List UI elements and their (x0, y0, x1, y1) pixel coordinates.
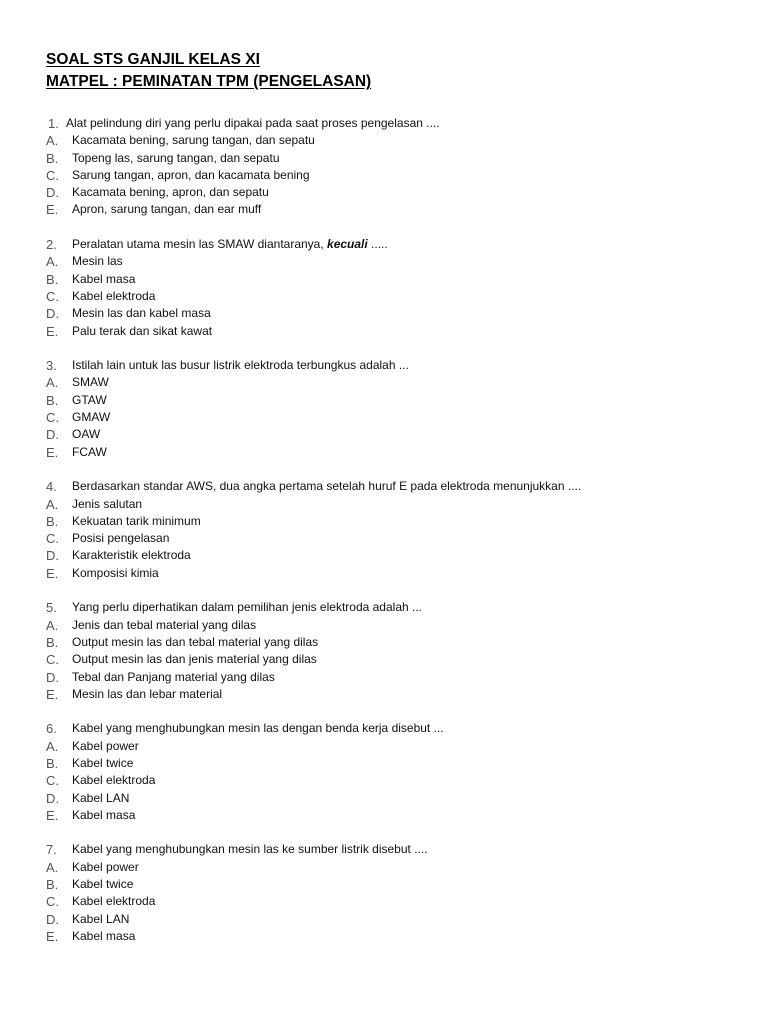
option-letter: C. (46, 652, 59, 668)
option-text: Sarung tangan, apron, dan kacamata bening (72, 167, 310, 182)
question-text (72, 236, 388, 253)
option-letter: A. (46, 617, 59, 633)
question-6 (0, 720, 768, 824)
option-text: Apron, sarung tangan, dan ear muff (72, 202, 262, 217)
option-text: Jenis salutan (72, 496, 143, 511)
option-text: Kabel LAN (72, 790, 130, 805)
option-letter: A. (46, 859, 59, 875)
option-letter: A. (46, 375, 59, 391)
option-text: Kekuatan tarik minimum (72, 513, 201, 528)
question-text-before: Peralatan utama mesin las SMAW diantaranya, (72, 237, 328, 252)
question-list (0, 115, 768, 963)
option-letter: D. (46, 185, 59, 201)
option-text: Output mesin las dan jenis material yang dilas (72, 652, 317, 667)
option (0, 288, 768, 305)
option (0, 859, 768, 876)
option-text: Palu terak dan sikat kawat (72, 323, 213, 338)
option-text: OAW (72, 427, 101, 442)
option-text: Tebal dan Panjang material yang dilas (72, 669, 275, 684)
option-text: Kabel masa (72, 271, 136, 286)
question-text: Istilah lain untuk las busur listrik elektroda terbungkus adalah ... (72, 358, 409, 373)
option (0, 738, 768, 755)
question-number: 1. (48, 116, 59, 131)
option (0, 893, 768, 910)
question-number: 7. (46, 842, 57, 858)
option-letter: C. (46, 773, 59, 789)
option (0, 565, 768, 582)
option-text: Kacamata bening, apron, dan sepatu (72, 185, 269, 200)
option-letter: A. (46, 133, 59, 149)
option (0, 876, 768, 893)
question-emphasis: kecuali (327, 237, 368, 252)
option-text: Kabel masa (72, 928, 136, 943)
option (0, 426, 768, 443)
question-number: 5. (46, 600, 57, 616)
option (0, 409, 768, 426)
document-subtitle: MATPEL : PEMINATAN TPM (PENGELASAN) (46, 73, 372, 90)
option-text: Kabel power (72, 738, 139, 753)
option-text: Mesin las (72, 254, 123, 269)
option-text: Kabel elektroda (72, 773, 156, 788)
option-letter: C. (46, 167, 59, 183)
option (0, 686, 768, 703)
option (0, 928, 768, 945)
option-text: Topeng las, sarung tangan, dan sepatu (72, 150, 280, 165)
option (0, 392, 768, 409)
option-letter: E. (46, 807, 59, 823)
option (0, 444, 768, 461)
question-5 (0, 599, 768, 703)
option-letter: B. (46, 513, 59, 529)
option (0, 201, 768, 218)
question-text: Alat pelindung diri yang perlu dipakai pada saat proses pengelasan .... (66, 116, 440, 130)
option-letter: B. (46, 755, 59, 771)
option-letter: C. (46, 894, 59, 910)
option-letter: D. (46, 548, 59, 564)
option (0, 530, 768, 547)
option-letter: E. (46, 565, 59, 581)
option-letter: C. (46, 531, 59, 547)
option (0, 547, 768, 564)
option-letter: B. (46, 150, 59, 166)
option (0, 513, 768, 530)
option-letter: D. (46, 790, 59, 806)
question-text: Kabel yang menghubungkan mesin las dengan benda kerja disebut ... (72, 721, 444, 736)
option (0, 374, 768, 391)
option (0, 634, 768, 651)
option (0, 807, 768, 824)
option (0, 167, 768, 184)
option-letter: B. (46, 392, 59, 408)
option (0, 651, 768, 668)
option (0, 911, 768, 928)
question-3 (0, 357, 768, 461)
option-text: Kabel elektroda (72, 894, 156, 909)
option-letter: E. (46, 202, 59, 218)
option (0, 132, 768, 149)
option-text: GMAW (72, 410, 111, 425)
option-letter: D. (46, 669, 59, 685)
option-letter: C. (46, 410, 59, 426)
option-letter: E. (46, 928, 59, 944)
question-4 (0, 478, 768, 582)
option-text: Output mesin las dan tebal material yang dilas (72, 634, 319, 649)
option (0, 669, 768, 686)
option-text: GTAW (72, 392, 107, 407)
option (0, 790, 768, 807)
question-number: 6. (46, 721, 57, 737)
option-text: Jenis dan tebal material yang dilas (72, 617, 257, 632)
question-text: Yang perlu diperhatikan dalam pemilihan jenis elektroda adalah ... (72, 600, 422, 615)
option (0, 772, 768, 789)
option-text: Kabel masa (72, 807, 136, 822)
option-letter: E. (46, 323, 59, 339)
question-1 (0, 115, 768, 219)
question-7 (0, 841, 768, 945)
option-text: Kabel twice (72, 755, 134, 770)
option-letter: B. (46, 634, 59, 650)
question-number: 3. (46, 358, 57, 374)
option-text: Kabel LAN (72, 911, 130, 926)
option-text: Posisi pengelasan (72, 531, 170, 546)
option-text: Kacamata bening, sarung tangan, dan sepatu (72, 133, 315, 148)
option-text: SMAW (72, 375, 109, 390)
option-letter: A. (46, 254, 59, 270)
option-text: Karakteristik elektroda (72, 548, 191, 563)
option-text: Mesin las dan kabel masa (72, 306, 211, 321)
option (0, 755, 768, 772)
question-text: Kabel yang menghubungkan mesin las ke sumber listrik disebut .... (72, 842, 428, 857)
option (0, 271, 768, 288)
option-text: Kabel elektroda (72, 288, 156, 303)
option-letter: D. (46, 911, 59, 927)
option (0, 617, 768, 634)
option-letter: A. (46, 496, 59, 512)
option-text: Kabel power (72, 859, 139, 874)
option-letter: E. (46, 444, 59, 460)
option-letter: D. (46, 427, 59, 443)
option-letter: B. (46, 271, 59, 287)
option (0, 150, 768, 167)
question-text-after: ..... (367, 237, 388, 252)
option (0, 253, 768, 270)
option-text: Komposisi kimia (72, 565, 159, 580)
option-text: FCAW (72, 444, 107, 459)
option-letter: A. (46, 738, 59, 754)
question-text: Berdasarkan standar AWS, dua angka pertama setelah huruf E pada elektroda menunjukkan .... (72, 479, 582, 494)
question-number: 2. (46, 237, 57, 253)
option-letter: C. (46, 288, 59, 304)
option-letter: E. (46, 686, 59, 702)
question-number: 4. (46, 479, 57, 495)
option-text: Mesin las dan lebar material (72, 686, 223, 701)
question-2 (0, 236, 768, 340)
document-title: SOAL STS GANJIL KELAS XI (46, 51, 260, 68)
option-text: Kabel twice (72, 877, 134, 892)
option (0, 184, 768, 201)
option (0, 323, 768, 340)
option-letter: B. (46, 877, 59, 893)
option-letter: D. (46, 306, 59, 322)
option (0, 496, 768, 513)
option (0, 305, 768, 322)
